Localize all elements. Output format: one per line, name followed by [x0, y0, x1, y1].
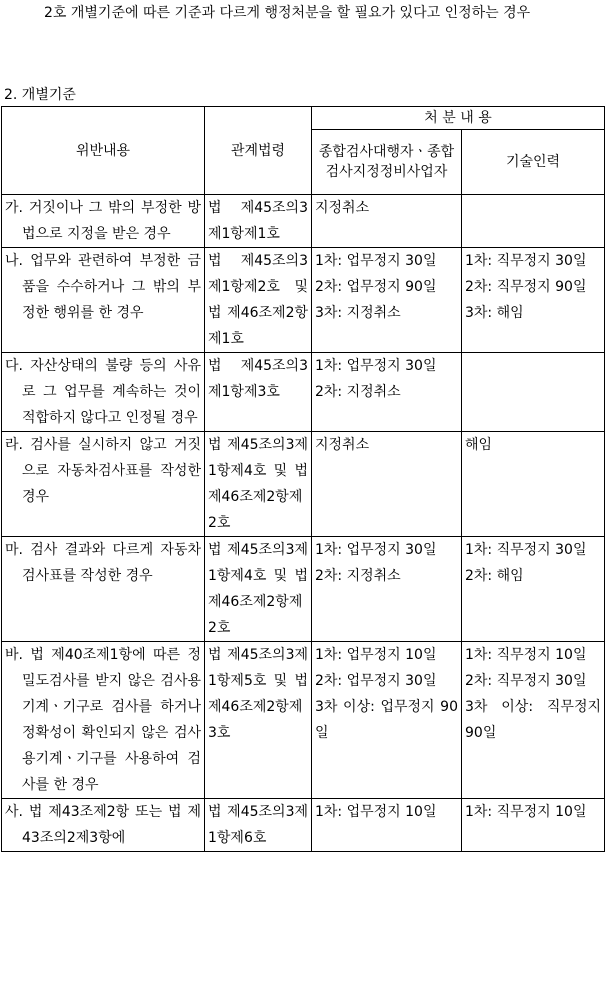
violation-cell: 사. 법 제43조제2항 또는 법 제43조의2제3항에: [2, 799, 205, 852]
table-row: [2, 432, 605, 537]
table-row: [2, 195, 605, 248]
agency-disposition-line: 1차: 업무정지 30일: [315, 358, 437, 374]
law-cell: 법 제45조의3 제1항제2호 및 법 제46조제2항제1호: [205, 248, 312, 353]
law-cell: 법 제45조의3제1항제4호 및 법 제46조제2항제2호: [205, 537, 312, 642]
technician-disposition-line: 2차: 해임: [465, 568, 524, 584]
agency-disposition-cell: [312, 353, 462, 432]
technician-disposition-line: 3차 이상: 직무정지 90일: [465, 699, 602, 741]
agency-disposition-line: 1차: 업무정지 10일: [315, 647, 437, 663]
technician-disposition-line: 1차: 직무정지 10일: [465, 647, 587, 663]
agency-disposition-line: 2차: 업무정지 30일: [315, 673, 437, 689]
technician-disposition-line: 1차: 직무정지 30일: [465, 542, 587, 558]
technician-disposition-cell: [462, 195, 605, 248]
agency-disposition-line: 지정취소: [315, 437, 370, 453]
violation-cell: 라. 검사를 실시하지 않고 거짓으로 자동차검사표를 작성한 경우: [2, 432, 205, 537]
agency-disposition-line: 2차: 지정취소: [315, 384, 401, 400]
violation-cell: 가. 거짓이나 그 밖의 부정한 방법으로 지정을 받은 경우: [2, 195, 205, 248]
technician-disposition-line: 1차: 직무정지 10일: [465, 804, 587, 820]
agency-disposition-line: 3차: 지정취소: [315, 305, 401, 321]
agency-disposition-cell: [312, 432, 462, 537]
agency-disposition-cell: [312, 799, 462, 852]
agency-disposition-cell: [312, 248, 462, 353]
technician-disposition-line: 2차: 직무정지 30일: [465, 673, 587, 689]
agency-disposition-cell: [312, 195, 462, 248]
law-cell: 법 제45조의3제1항제4호 및 법 제46조제2항제2호: [205, 432, 312, 537]
violation-cell: 마. 검사 결과와 다르게 자동차검사표를 작성한 경우: [2, 537, 205, 642]
technician-disposition-cell: [462, 799, 605, 852]
header-technician: 기술인력: [462, 130, 605, 195]
technician-disposition-line: 2차: 직무정지 90일: [465, 279, 587, 295]
violation-cell: 다. 자산상태의 불량 등의 사유로 그 업무를 계속하는 것이 적합하지 않다고 인정될 경우: [2, 353, 205, 432]
agency-disposition-line: 2차: 지정취소: [315, 568, 401, 584]
technician-disposition-cell: [462, 353, 605, 432]
table-body: [2, 195, 605, 852]
agency-disposition-line: 1차: 업무정지 30일: [315, 542, 437, 558]
technician-disposition-line: 1차: 직무정지 30일: [465, 253, 587, 269]
table-row: [2, 642, 605, 799]
table-row: [2, 799, 605, 852]
agency-disposition-line: 3차 이상: 업무정지 90일: [315, 699, 458, 741]
table-row: [2, 353, 605, 432]
agency-disposition-line: 2차: 업무정지 90일: [315, 279, 437, 295]
header-law: 관계법령: [205, 107, 312, 195]
sanction-standards-table: [1, 106, 605, 852]
table-row: [2, 248, 605, 353]
agency-disposition-line: 1차: 업무정지 30일: [315, 253, 437, 269]
header-violation: 위반내용: [2, 107, 205, 195]
agency-disposition-cell: [312, 642, 462, 799]
agency-disposition-line: 1차: 업무정지 10일: [315, 804, 437, 820]
table-row: [2, 537, 605, 642]
technician-disposition-cell: [462, 537, 605, 642]
agency-disposition-cell: [312, 537, 462, 642]
technician-disposition-cell: [462, 642, 605, 799]
technician-disposition-line: 3차: 해임: [465, 305, 524, 321]
header-disposition: 처 분 내 용: [312, 107, 605, 130]
technician-disposition-line: 해임: [465, 437, 493, 453]
law-cell: 법 제45조의3제1항제5호 및 법 제46조제2항제3호: [205, 642, 312, 799]
law-cell: 법 제45조의3 제1항제1호: [205, 195, 312, 248]
law-cell: 법 제45조의3 제1항제3호: [205, 353, 312, 432]
technician-disposition-cell: [462, 432, 605, 537]
technician-disposition-cell: [462, 248, 605, 353]
agency-disposition-line: 지정취소: [315, 200, 370, 216]
violation-cell: 나. 업무와 관련하여 부정한 금품을 수수하거나 그 밖의 부정한 행위를 한 경우: [2, 248, 205, 353]
violation-cell: 바. 법 제40조제1항에 따른 정밀도검사를 받지 않은 검사용기계ㆍ기구로 검사를 하거나 정확성이 확인되지 않은 검사용기계ㆍ기구를 사용하여 검사를 한 경우: [2, 642, 205, 799]
intro-paragraph: 2호 개별기준에 따른 기준과 다르게 행정처분을 할 필요가 있다고 인정하는 경우: [44, 5, 531, 21]
header-agency: 종합검사대행자ㆍ종합검사지정정비사업자: [312, 130, 462, 195]
law-cell: 법 제45조의3제1항제6호: [205, 799, 312, 852]
section-title: 2. 개별기준: [4, 87, 76, 103]
